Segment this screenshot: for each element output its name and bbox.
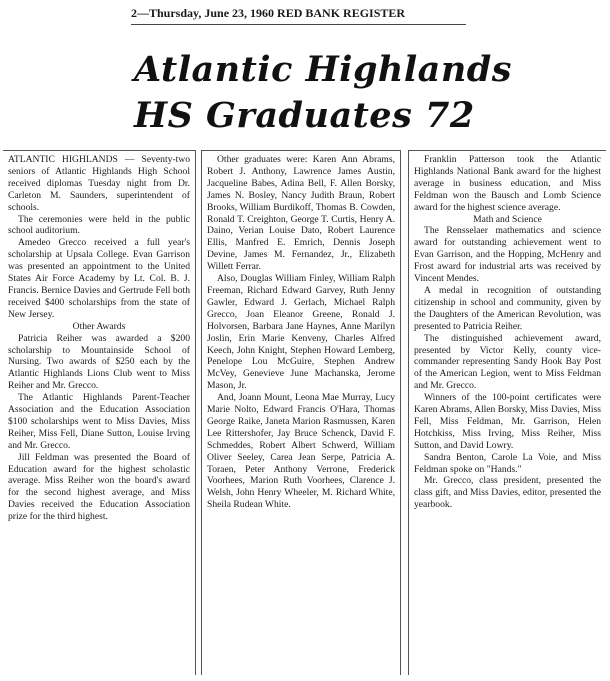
paragraph: Mr. Grecco, class president, presented the class gift, and Miss Davies, editor, presented the yearbook. (414, 475, 601, 511)
column-rule (409, 150, 606, 151)
article-column-2 (201, 150, 401, 675)
paragraph: Also, Douglas William Finley, William Ralph Freeman, Richard Edward Garvey, Ruth Jenny Gawler, Edward J. Gerlach, Michael Ralph Grecco, Joan Eleanor Greene, Ronald J. Holvorsen, Barbara Jane Haynes, Anne Marilyn Joslin, Erin Marie Kenveny, Charles Alfred Keech, John Knight, Stephen Howard Lemberg, Penelope Lou McGuire, Stephen Andrew McVey, Genevieve June Machanska, Jerome Mason, Jr. (207, 273, 395, 392)
paragraph: Sandra Benton, Carole La Voie, and Miss Feldman spoke on "Hands." (414, 451, 601, 475)
paragraph: Patricia Reiher was awarded a $200 scholarship to Mountainside School of Nursing. Two awards of $250 each by the Atlantic Highlands Lions Club went to Miss Reiher and Mr. Grecco. (8, 332, 190, 392)
article-column-1 (3, 150, 196, 675)
column-rule (3, 150, 195, 151)
paragraph: Franklin Patterson took the Atlantic Highlands National Bank award for the highest average in business education, and Miss Feldman won the Bausch and Lomb Science award for the highest science average. (414, 154, 601, 213)
paragraph: Other graduates were: Karen Ann Abrams, Robert J. Anthony, Lawrence James Austin, Jacqueline Babes, Adina Bell, F. Allen Borsky, James N. Bosley, Nancy Judith Braun, Robert Brooks, William Burdikoff, Thomas B. Cowden, Ronald T. Creighton, George T. Curtis, Henry A. Daino, Verian Louise Dato, Robert Laurence Ellis, Manfred E. Emrich, Dennis Joseph Devine, James M. Fernandez, Jr., Elizabeth Willett Ferrar. (207, 154, 395, 273)
paragraph: Jill Feldman was presented the Board of Education award for the highest scholastic average. Miss Reiher won the board's award for the second highest average, and Miss Davies received the Education Association prize for the third highest. (8, 451, 190, 523)
headline-line-1: Atlantic Highlands (134, 49, 512, 90)
paragraph: A medal in recognition of outstanding citizenship in school and community, given by the Daughters of the American Revolution, was presented to Patricia Reiher. (414, 284, 601, 332)
subheading: Math and Science (473, 213, 542, 225)
paragraph: The Rensselaer mathematics and science award for outstanding achievement went to Evan Garrison, and the Hopping, McHenry and Frost award for industrial arts was received by Vincent Mendes. (414, 225, 601, 285)
paragraph: Winners of the 100-point certificates were Karen Abrams, Allen Borsky, Miss Davies, Miss Fell, Miss Feldman, Mr. Garrison, Helen Hotchkiss, Miss Irving, Miss Reiher, Miss Sutton, and David Lowry. (414, 392, 601, 451)
paragraph: The ceremonies were held in the public school auditorium. (8, 213, 190, 237)
paragraph: Amedeo Grecco received a full year's scholarship at Upsala College. Evan Garrison was presented an appointment to the United States Air Force Academy by Lt. Col. B. J. Francis. Bernice Davies and Gertrude Fell both received $400 scholarships from the state of New Jersey. (8, 237, 190, 320)
article-column-3 (408, 150, 606, 675)
paragraph: And, Joann Mount, Leona Mae Murray, Lucy Marie Nolto, Edward Francis O'Hara, Thomas George Raike, Janeta Marion Rasmussen, Karen Lee Rittershofer, Jay Bruce Schenck, David F. Schmeddes, Robert Albert Schwerd, William Oliver Seeley, Carea Jean Serpe, Patricia A. Toraen, Peter Anthony Verrone, Frederick Voorhees, Marion Ruth Voorhees, Clarence J. Welsh, John Henry Wheeler, M. Richard White, Sheila Rudean White. (207, 392, 395, 511)
headline-line-2: HS Graduates 72 (134, 95, 475, 136)
paragraph: The Atlantic Highlands Parent-Teacher Association and the Education Association $100 scholarships went to Miss Davies, Miss Reiher, Miss Fell, Diane Sutton, Louise Irving and Mr. Grecco. (8, 392, 190, 451)
column-rule (202, 150, 400, 151)
folio-rule (131, 24, 466, 25)
paragraph: The distinguished achievement award, presented by Victor Kelly, county vice-commander representing Sandy Hook Bay Post of the American Legion, went to Miss Feldman and Mr. Grecco. (414, 332, 601, 392)
folio-line: 2—Thursday, June 23, 1960 RED BANK REGISTER (131, 6, 406, 20)
subheading: Other Awards (72, 320, 126, 332)
paragraph: ATLANTIC HIGHLANDS — Seventy-two seniors of Atlantic Highlands High School received diplomas Tuesday night from Dr. Carleton M. Saunders, superintendent of schools. (8, 154, 190, 213)
